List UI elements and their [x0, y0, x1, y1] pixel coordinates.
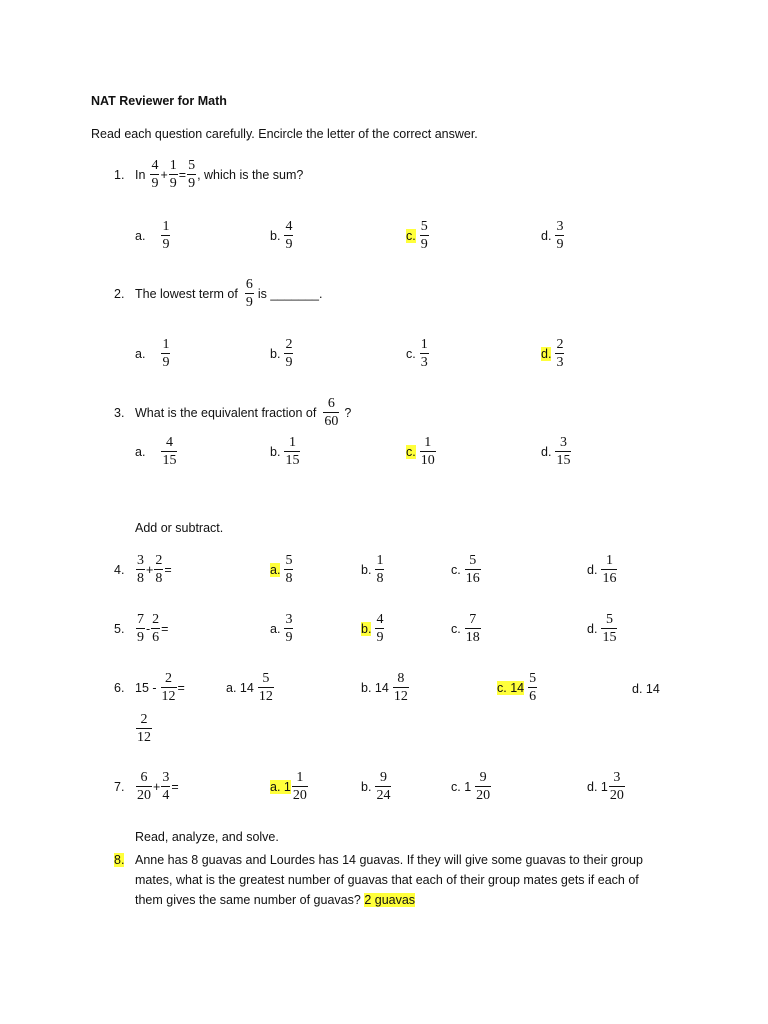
- fraction: $\frac{3}{4}$: [162, 770, 170, 803]
- question-text: ?: [344, 405, 352, 420]
- fraction: $\frac{2}{8}$: [155, 553, 163, 586]
- question-number: 5.: [114, 621, 125, 636]
- document-title: NAT Reviewer for Math: [91, 94, 227, 108]
- question-6: [114, 671, 185, 704]
- question-8: [135, 850, 655, 910]
- option-d[interactable]: d. $\frac{3}{9}$: [541, 219, 564, 252]
- question-4: [114, 553, 172, 586]
- option-b[interactable]: b. $\frac{9}{24}$: [361, 770, 391, 803]
- option-c[interactable]: c. $\frac{7}{18}$: [451, 612, 480, 645]
- question-number: 2.: [114, 286, 125, 301]
- question-number: 6.: [114, 680, 125, 695]
- whole-number: 15 -: [135, 680, 157, 695]
- option-d[interactable]: d. $\frac{5}{15}$: [587, 612, 617, 645]
- option-b[interactable]: b. $\frac{1}{15}$: [270, 435, 300, 468]
- fraction: $\frac{5}{9}$: [188, 158, 196, 191]
- operator: +: [160, 167, 168, 182]
- option-a[interactable]: a. $\frac{3}{9}$: [270, 612, 293, 645]
- option-b[interactable]: b. $\frac{4}{9}$: [270, 219, 293, 252]
- fraction: $\frac{2}{6}$: [152, 612, 160, 645]
- question-2: [114, 277, 322, 310]
- option-a[interactable]: a. 1 $\frac{1}{20}$: [270, 770, 307, 803]
- question-number: 7.: [114, 779, 125, 794]
- question-1: [114, 158, 303, 191]
- operator: =: [177, 680, 185, 695]
- section-heading: Add or subtract.: [135, 521, 224, 535]
- question-text: The lowest term of: [135, 286, 238, 301]
- operator: =: [171, 779, 179, 794]
- option-c[interactable]: c. $\frac{5}{9}$: [406, 219, 428, 252]
- wrapped-fraction: $\frac{2}{12}$: [137, 712, 151, 745]
- fraction: $\frac{2}{12}$: [161, 671, 176, 704]
- fraction: $\frac{7}{9}$: [137, 612, 144, 645]
- option-a[interactable]: a. $\frac{4}{15}$: [135, 435, 177, 468]
- option-b[interactable]: b. $\frac{2}{9}$: [270, 337, 293, 370]
- question-text: , which is the sum?: [197, 167, 304, 182]
- question-text: In: [135, 167, 146, 182]
- option-d[interactable]: d. 1 $\frac{3}{20}$: [587, 770, 624, 803]
- option-a[interactable]: a. $\frac{1}{9}$: [135, 337, 170, 370]
- operator: =: [164, 562, 172, 577]
- operator: =: [161, 621, 169, 636]
- section-heading: Read, analyze, and solve.: [135, 830, 279, 844]
- operator: +: [146, 562, 154, 577]
- fraction: $\frac{3}{8}$: [137, 553, 144, 586]
- fraction: $\frac{6}{60}$: [324, 396, 339, 429]
- option-a[interactable]: a. $\frac{5}{8}$: [270, 553, 293, 586]
- question-5: [114, 612, 168, 645]
- option-c[interactable]: c. $\frac{5}{16}$: [451, 553, 480, 586]
- option-b[interactable]: b. $\frac{4}{9}$: [361, 612, 384, 645]
- operator: =: [178, 167, 187, 182]
- fraction: $\frac{6}{9}$: [245, 277, 253, 310]
- question-3: [114, 396, 351, 429]
- option-d[interactable]: d. 14: [632, 682, 660, 696]
- question-text: is _______.: [257, 286, 323, 301]
- question-number: 3.: [114, 405, 125, 420]
- fraction: $\frac{6}{20}$: [137, 770, 151, 803]
- option-c[interactable]: c. 14 $\frac{5}{6}$: [497, 671, 537, 704]
- option-c[interactable]: c. 1 $\frac{9}{20}$: [451, 770, 491, 803]
- fraction: $\frac{4}{9}$: [151, 158, 159, 191]
- instructions: Read each question carefully. Encircle the letter of the correct answer.: [91, 127, 478, 141]
- option-d[interactable]: d. $\frac{1}{16}$: [587, 553, 617, 586]
- fraction: $\frac{1}{9}$: [169, 158, 177, 191]
- operator: -: [146, 621, 151, 636]
- question-text: Anne has 8 guavas and Lourdes has 14 guavas. If they will give some guavas to their group mates, what is the greatest number of guavas that each of their group mates gets if each of them gives the same number of guavas?: [135, 853, 643, 907]
- answer: 2 guavas: [364, 893, 416, 907]
- option-a[interactable]: a. 14 $\frac{5}{12}$: [226, 671, 273, 704]
- option-d[interactable]: d. $\frac{2}{3}$: [541, 337, 564, 370]
- question-number: 4.: [114, 562, 125, 577]
- question-7: [114, 770, 179, 803]
- option-b[interactable]: b. 14 $\frac{8}{12}$: [361, 671, 408, 704]
- option-c[interactable]: c. $\frac{1}{3}$: [406, 337, 428, 370]
- option-d[interactable]: d. $\frac{3}{15}$: [541, 435, 571, 468]
- option-c[interactable]: c. $\frac{1}{10}$: [406, 435, 435, 468]
- question-number: 8.: [114, 853, 125, 867]
- option-b[interactable]: b. $\frac{1}{8}$: [361, 553, 384, 586]
- operator: +: [153, 779, 161, 794]
- question-text: What is the equivalent fraction of: [135, 405, 317, 420]
- question-number: 1.: [114, 167, 125, 182]
- option-a[interactable]: a. $\frac{1}{9}$: [135, 219, 170, 252]
